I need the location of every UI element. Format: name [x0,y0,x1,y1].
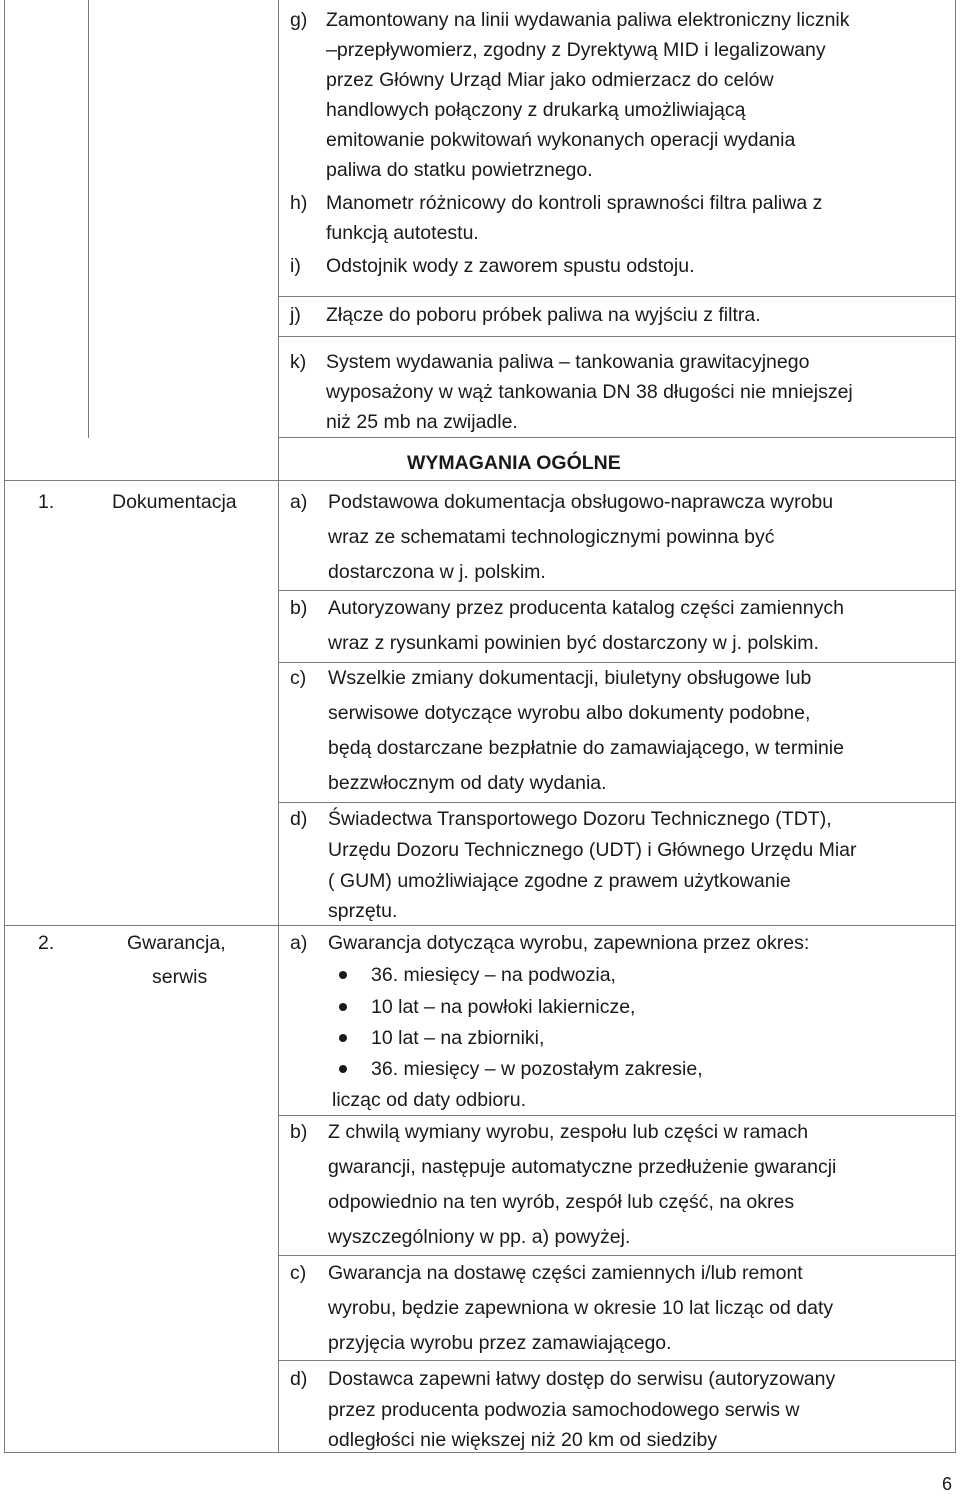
row-2-a-bullet-2: 10 lat – na powłoki lakiernicze, [371,996,636,1018]
table-right-border [955,0,956,1452]
row-divider-2d [278,1360,956,1361]
col-divider-2 [278,0,279,1452]
row-1-a-line-2: wraz ze schematami technologicznymi powinna być [328,526,775,548]
row-divider-1d [278,802,956,803]
item-h-line-2: funkcją autotestu. [326,222,479,244]
row-2-c-line-3: przyjęcia wyrobu przez zamawiającego. [328,1332,672,1354]
item-k-letter: k) [290,351,307,373]
page-number: 6 [942,1474,953,1494]
row-2-b-line-2: gwarancji, następuje automatyczne przedłużenie gwarancji [328,1156,837,1178]
row-1-a-line-1: Podstawowa dokumentacja obsługowo-naprawcza wyrobu [328,491,834,513]
bullet-4 [339,1065,347,1073]
row-2-c-line-1: Gwarancja na dostawę części zamiennych i/lub remont [328,1262,803,1284]
row-divider-2 [4,925,956,926]
bullet-1 [339,971,347,979]
col-divider-1 [88,0,89,438]
row-2-c-line-2: wyrobu, będzie zapewniona w okresie 10 lat licząc od daty [328,1297,834,1319]
section-title-bottom [4,480,956,481]
row-2-label-line-2: serwis [152,966,208,988]
row-divider-k [278,437,956,438]
row-1-a-line-3: dostarczona w j. polskim. [328,561,546,583]
row-2-label-line-1: Gwarancja, [127,932,226,954]
row-1-b-line-1: Autoryzowany przez producenta katalog części zamiennych [328,597,844,619]
row-1-c-line-3: będą dostarczane bezpłatnie do zamawiającego, w terminie [328,737,844,759]
item-g-line-5: emitowanie pokwitowań wykonanych operacji wydania [326,129,796,151]
row-2-a-bullet-4: 36. miesięcy – w pozostałym zakresie, [371,1058,703,1080]
row-1-d-line-2: Urzędu Dozoru Technicznego (UDT) i Głównego Urzędu Miar [328,839,857,861]
row-divider-h [278,296,956,297]
item-h-letter: h) [290,192,308,214]
row-1-c-line-1: Wszelkie zmiany dokumentacji, biuletyny obsługowe lub [328,667,812,689]
row-2-a-line-1: Gwarancja dotycząca wyrobu, zapewniona przez okres: [328,932,810,954]
row-2-b-letter: b) [290,1121,308,1143]
row-2-d-line-2: przez producenta podwozia samochodowego serwis w [328,1399,800,1421]
row-2-a-bullet-3: 10 lat – na zbiorniki, [371,1027,545,1049]
row-divider-i [278,336,956,337]
row-1-c-line-2: serwisowe dotyczące wyrobu albo dokumenty podobne, [328,702,811,724]
item-g-line-1: Zamontowany na linii wydawania paliwa elektroniczny licznik [326,9,850,31]
row-1-d-line-4: sprzętu. [328,900,398,922]
item-i-line-1: Odstojnik wody z zaworem spustu odstoju. [326,255,695,277]
row-divider-1b [278,590,956,591]
item-i-letter: i) [290,255,301,277]
row-2-a-tail: licząc od daty odbioru. [332,1089,527,1111]
section-title: WYMAGANIA OGÓLNE [407,452,621,474]
row-1-c-line-4: bezzwłocznym od daty wydania. [328,772,607,794]
row-1-b-letter: b) [290,597,308,619]
row-2-number: 2. [38,932,55,954]
item-k-line-2: wyposażony w wąż tankowania DN 38 długości nie mniejszej [326,381,853,403]
item-k-line-1: System wydawania paliwa – tankowania grawitacyjnego [326,351,810,373]
item-g-line-2: –przepływomierz, zgodny z Dyrektywą MID i legalizowany [326,39,826,61]
row-1-label: Dokumentacja [112,491,237,513]
row-1-b-line-2: wraz z rysunkami powinien być dostarczony w j. polskim. [328,632,819,654]
row-1-d-line-1: Świadectwa Transportowego Dozoru Technicznego (TDT), [328,808,832,830]
row-2-b-line-3: odpowiednio na ten wyrób, zespół lub część, na okres [328,1191,795,1213]
row-1-d-line-3: ( GUM) umożliwiające zgodne z prawem użytkowanie [328,870,791,892]
row-divider-2c [278,1255,956,1256]
row-2-b-line-1: Z chwilą wymiany wyrobu, zespołu lub części w ramach [328,1121,809,1143]
item-g-letter: g) [290,9,308,31]
item-j-line-1: Złącze do poboru próbek paliwa na wyjściu z filtra. [326,304,761,326]
row-2-d-line-1: Dostawca zapewni łatwy dostęp do serwisu (autoryzowany [328,1368,836,1390]
item-g-line-3: przez Główny Urząd Miar jako odmierzacz do celów [326,69,774,91]
item-g-line-4: handlowych połączony z drukarką umożliwiającą [326,99,746,121]
item-h-line-1: Manometr różnicowy do kontroli sprawności filtra paliwa z [326,192,823,214]
item-g-line-6: paliwa do statku powietrznego. [326,159,593,181]
table-left-border [4,0,5,1452]
row-2-c-letter: c) [290,1262,307,1284]
row-1-c-letter: c) [290,667,307,689]
bullet-2 [339,1003,347,1011]
row-2-a-bullet-1: 36. miesięcy – na podwozia, [371,964,616,986]
item-k-line-3: niż 25 mb na zwijadle. [326,411,518,433]
row-1-d-letter: d) [290,808,308,830]
row-2-d-line-3: odległości nie większej niż 20 km od siedziby [328,1429,718,1451]
row-2-d-letter: d) [290,1368,308,1390]
row-1-a-letter: a) [290,491,308,513]
row-1-number: 1. [38,491,55,513]
item-j-letter: j) [290,304,301,326]
row-divider-2b [278,1115,956,1116]
bullet-3 [339,1034,347,1042]
row-2-a-letter: a) [290,932,308,954]
row-2-b-line-4: wyszczególniony w pp. a) powyżej. [328,1226,631,1248]
